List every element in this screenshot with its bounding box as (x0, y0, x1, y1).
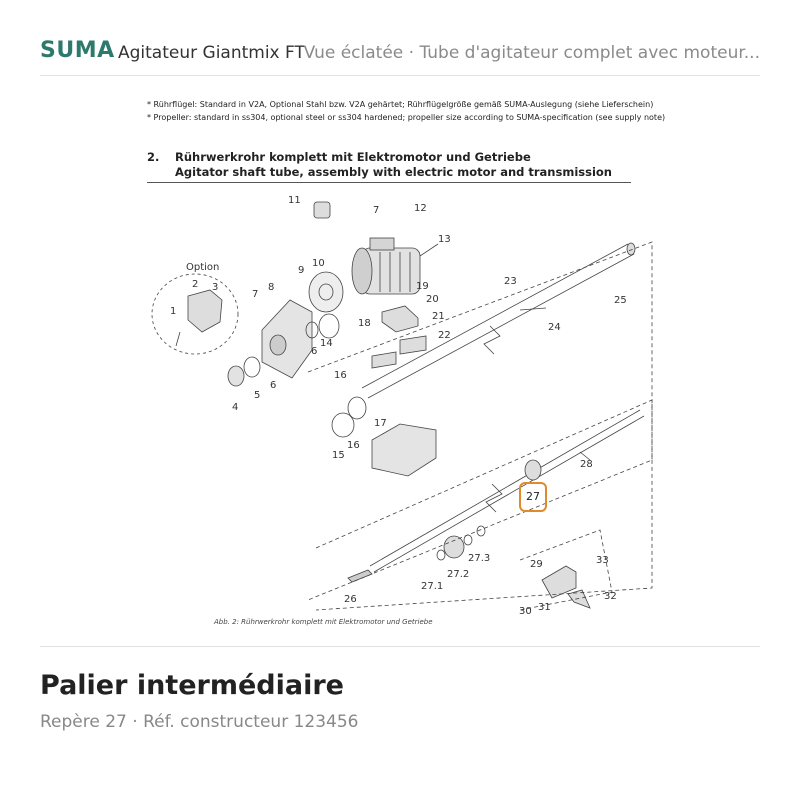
intermediate-bearing-27-shape (525, 460, 541, 480)
electric-motor-shape (352, 238, 420, 294)
label-1: 1 (170, 306, 177, 317)
label-7b: 7 (373, 205, 380, 216)
note-en: * Propeller: standard in ss304, optional steel or ss304 hardened; propeller size according to SUMA-specification (see supply note) (147, 113, 666, 122)
cover-5 (228, 366, 244, 386)
label-26: 26 (344, 594, 357, 605)
view-title: Vue éclatée · Tube d'agitateur complet avec moteur... (303, 43, 760, 63)
label-32: 32 (604, 591, 617, 602)
label-6a: 6 (270, 380, 277, 391)
label-19: 19 (416, 281, 429, 292)
label-13: 13 (438, 234, 451, 245)
flange-shape (309, 272, 343, 312)
label-30: 30 (519, 606, 532, 617)
label-9: 9 (298, 265, 305, 276)
label-14: 14 (320, 338, 333, 349)
label-16a: 16 (334, 370, 347, 381)
label-18: 18 (358, 318, 371, 329)
label-16b: 16 (347, 440, 360, 451)
label-12: 12 (414, 203, 427, 214)
label-8: 8 (268, 282, 275, 293)
label-17: 17 (374, 418, 387, 429)
label-10: 10 (312, 258, 325, 269)
label-21: 21 (432, 311, 445, 322)
label-20: 20 (426, 294, 439, 305)
label-22: 22 (438, 330, 451, 341)
label-31: 31 (538, 602, 551, 613)
gearbox-shape (262, 300, 312, 378)
label-5: 5 (254, 390, 261, 401)
label-27-1: 27.1 (421, 581, 444, 592)
figure-caption: Abb. 2: Rührwerkrohr komplett mit Elektromotor und Getriebe (214, 618, 433, 626)
label-25: 25 (614, 295, 627, 306)
label-28: 28 (580, 459, 593, 470)
label-23: 23 (504, 276, 517, 287)
section-title-de: Rührwerkrohr komplett mit Elektromotor und Getriebe (175, 150, 531, 164)
label-11: 11 (288, 195, 301, 206)
highlight-callout-27[interactable]: 27 (519, 482, 547, 512)
propeller-blade-shape (568, 590, 590, 608)
section-number: 2. (147, 150, 160, 164)
section-title-en: Agitator shaft tube, assembly with electric motor and transmission (175, 165, 612, 179)
label-6b: 6 (311, 346, 318, 357)
label-29: 29 (530, 559, 543, 570)
label-3: 3 (212, 282, 219, 293)
seal-ring-14 (319, 314, 339, 338)
mount-bracket (382, 306, 418, 332)
label-15: 15 (332, 450, 345, 461)
label-7a: 7 (252, 289, 259, 300)
label-27-2: 27.2 (447, 569, 470, 580)
label-2: 2 (192, 279, 199, 290)
label-4: 4 (232, 402, 239, 413)
option-coupling-part (188, 290, 222, 332)
label-24: 24 (548, 322, 561, 333)
label-27-3: 27.3 (468, 553, 491, 564)
brand-logo[interactable]: SUMA (40, 38, 115, 63)
bearing-housing-shape (372, 424, 436, 476)
product-name: Agitateur Giantmix FT (118, 43, 305, 63)
part-title: Palier intermédiaire (40, 670, 344, 701)
option-label: Option (186, 262, 220, 273)
seal-ring-6 (244, 357, 260, 377)
part-11-shape (314, 202, 330, 218)
content-divider (40, 646, 760, 647)
part-reference: Repère 27 · Réf. constructeur 123456 (40, 712, 359, 732)
note-de: * Rührflügel: Standard in V2A, Optional Stahl bzw. V2A gehärtet; Rührflügelgröße gemäß SUMA-Auslegung (siehe Lieferschein) (147, 100, 654, 109)
label-33: 33 (596, 555, 609, 566)
